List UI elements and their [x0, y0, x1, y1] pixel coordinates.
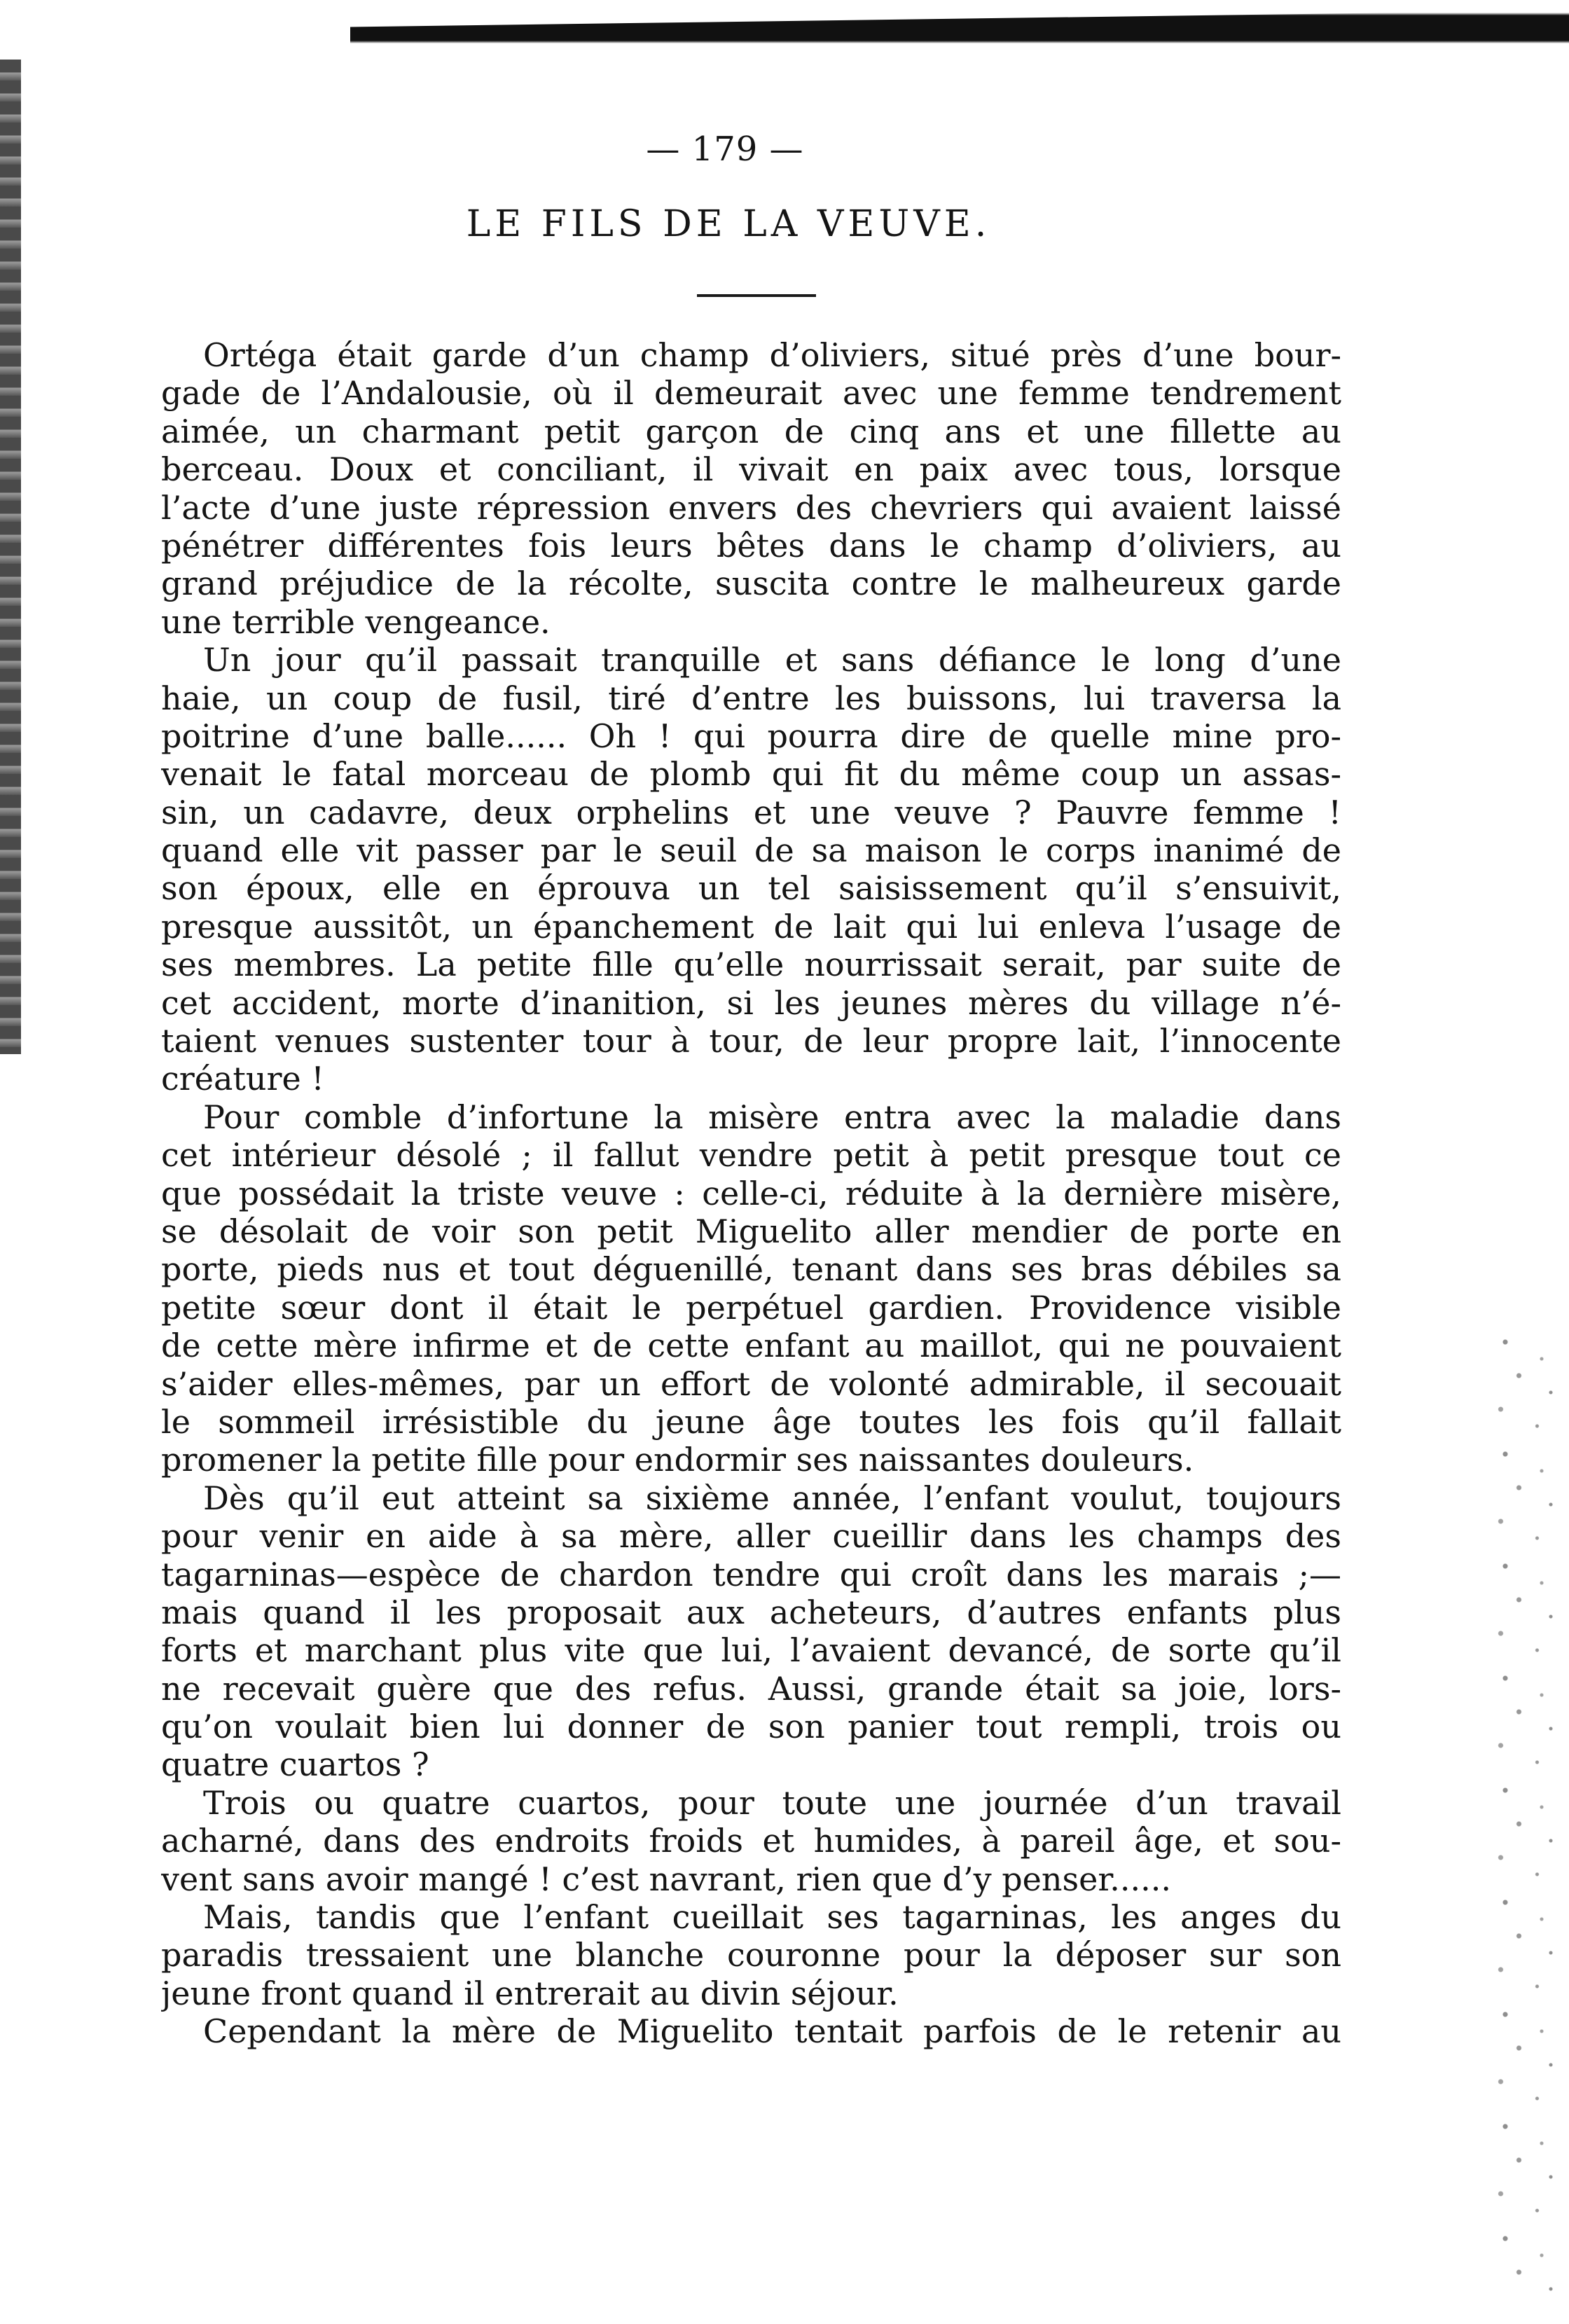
- text-line: sin, un cadavre, deux orphelins et une veuve ? Pauvre femme !: [161, 793, 1341, 831]
- text-line: vent sans avoir mangé ! c’est navrant, rien que d’y penser......: [161, 1860, 1172, 1898]
- text-line: petite sœur dont il était le perpétuel gardien. Providence visible: [161, 1288, 1341, 1327]
- text-line: que possédait la triste veuve : celle-ci, réduite à la dernière misère,: [161, 1174, 1341, 1212]
- text-line: Pour comble d’infortune la misère entra avec la maladie dans: [203, 1098, 1341, 1136]
- text-line: quatre cuartos ?: [161, 1745, 429, 1784]
- text-line: acharné, dans des endroits froids et humides, à pareil âge, et sou-: [161, 1822, 1341, 1860]
- text-line: aimée, un charmant petit garçon de cinq ans et une fillette au: [161, 412, 1341, 450]
- text-line: berceau. Doux et conciliant, il vivait en paix avec tous, lorsque: [161, 450, 1341, 489]
- body-text: [161, 336, 1341, 2051]
- text-line: Trois ou quatre cuartos, pour toute une journée d’un travail: [203, 1783, 1341, 1822]
- text-line: l’acte d’une juste répression envers des chevriers qui avaient laissé: [161, 488, 1341, 527]
- chapter-title: LE FILS DE LA VEUVE.: [466, 203, 991, 245]
- text-line: Dès qu’il eut atteint sa sixième année, l’enfant voulut, toujours: [203, 1479, 1341, 1517]
- text-line: paradis tressaient une blanche couronne pour la déposer sur son: [161, 1936, 1341, 1974]
- text-line: une terrible vengeance.: [161, 602, 551, 641]
- text-line: cet accident, morte d’inanition, si les jeunes mères du village n’é-: [161, 983, 1341, 1022]
- text-line: qu’on voulait bien lui donner de son panier tout rempli, trois ou: [161, 1708, 1341, 1746]
- text-line: gade de l’Andalousie, où il demeurait avec une femme tendrement: [161, 374, 1341, 413]
- text-line: de cette mère infirme et de cette enfant au maillot, qui ne pouvaient: [161, 1327, 1341, 1365]
- text-line: poitrine d’une balle...... Oh ! qui pourra dire de quelle mine pro-: [161, 717, 1341, 755]
- text-line: forts et marchant plus vite que lui, l’avaient devancé, de sorte qu’il: [161, 1631, 1341, 1670]
- text-line: presque aussitôt, un épanchement de lait qui lui enleva l’usage de: [161, 907, 1341, 946]
- text-line: le sommeil irrésistible du jeune âge toutes les fois qu’il fallait: [161, 1402, 1341, 1441]
- scan-speckles: [1478, 1331, 1569, 2297]
- text-line: Cependant la mère de Miguelito tentait parfois de le retenir au: [203, 2012, 1341, 2051]
- text-line: quand elle vit passer par le seuil de sa maison le corps inanimé de: [161, 831, 1341, 870]
- text-line: Mais, tandis que l’enfant cueillait ses tagarninas, les anges du: [203, 1898, 1341, 1937]
- text-line: pour venir en aide à sa mère, aller cueillir dans les champs des: [161, 1517, 1341, 1556]
- text-line: se désolait de voir son petit Miguelito aller mendier de porte en: [161, 1212, 1341, 1250]
- text-line: pénétrer différentes fois leurs bêtes dans le champ d’oliviers, au: [161, 526, 1341, 565]
- text-line: Un jour qu’il passait tranquille et sans défiance le long d’une: [203, 641, 1341, 679]
- text-line: ses membres. La petite fille qu’elle nourrissait serait, par suite de: [161, 946, 1341, 984]
- text-line: s’aider elles-mêmes, par un effort de volonté admirable, il secouait: [161, 1364, 1341, 1403]
- text-line: porte, pieds nus et tout déguenillé, tenant dans ses bras débiles sa: [161, 1250, 1341, 1289]
- text-line: haie, un coup de fusil, tiré d’entre les buissons, lui traversa la: [161, 679, 1341, 717]
- text-line: tagarninas—espèce de chardon tendre qui croît dans les marais ;—: [161, 1555, 1341, 1593]
- top-scan-rule: [350, 0, 1569, 43]
- title-divider: [697, 294, 816, 297]
- text-line: cet intérieur désolé ; il fallut vendre petit à petit presque tout ce: [161, 1136, 1341, 1175]
- text-line: venait le fatal morceau de plomb qui fit du même coup un assas-: [161, 755, 1341, 794]
- text-line: son époux, elle en éprouva un tel saisissement qu’il s’ensuivit,: [161, 869, 1341, 908]
- text-line: grand préjudice de la récolte, suscita contre le malheureux garde: [161, 565, 1341, 603]
- page-number: — 179 —: [646, 130, 804, 169]
- text-line: mais quand il les proposait aux acheteurs, d’autres enfants plus: [161, 1593, 1341, 1631]
- text-line: créature !: [161, 1060, 324, 1098]
- text-line: taient venues sustenter tour à tour, de leur propre lait, l’innocente: [161, 1022, 1341, 1060]
- text-line: promener la petite fille pour endormir ses naissantes douleurs.: [161, 1441, 1194, 1479]
- text-line: ne recevait guère que des refus. Aussi, grande était sa joie, lors-: [161, 1669, 1341, 1708]
- text-line: jeune front quand il entrerait au divin séjour.: [161, 1974, 899, 2012]
- text-line: Ortéga était garde d’un champ d’oliviers, situé près d’une bour-: [203, 336, 1341, 374]
